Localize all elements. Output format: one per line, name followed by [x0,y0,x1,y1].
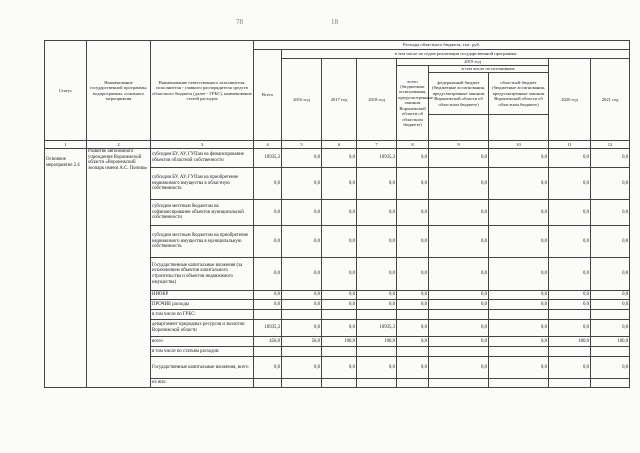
value-cell: 0,0 [429,357,489,379]
value-cell: 0,0 [357,357,397,379]
value-cell: 100,0 [549,337,591,347]
value-cell [591,379,630,388]
value-cell: 0,0 [282,300,322,310]
value-cell: 0,0 [549,200,591,226]
value-cell: 0,0 [322,300,357,310]
header-2021: 2021 год [591,59,630,141]
value-cell: 0,0 [489,168,549,200]
table-row [45,149,630,168]
value-cell: 0,0 [429,226,489,258]
value-cell: 0,0 [282,226,322,258]
value-cell: 0,0 [357,200,397,226]
row-label: всего [151,337,254,347]
header-by-source: в том числе по источникам: [429,66,549,73]
value-cell: 0,0 [429,300,489,310]
value-cell: 0,0 [591,357,630,379]
value-cell: 0,0 [397,168,429,200]
value-cell: 0,0 [591,149,630,168]
value-cell: 0,0 [357,226,397,258]
value-cell: 0,0 [489,149,549,168]
row-label: субсидии местным бюджетам на софинансирование объектов муниципальной собственности [151,200,254,226]
value-cell: 0,0 [254,200,282,226]
value-cell: 0,0 [254,300,282,310]
header-2018: 2018 год [357,59,397,141]
col-index: 7 [357,141,397,149]
value-cell [549,310,591,320]
value-cell: 100,0 [322,337,357,347]
value-cell: 450,0 [254,337,282,347]
value-cell: 0,0 [254,168,282,200]
value-cell: 0,0 [591,258,630,291]
value-cell [322,379,357,388]
value-cell: 0,0 [489,300,549,310]
value-cell: 0,0 [489,357,549,379]
value-cell [322,347,357,357]
value-cell: 0,0 [429,168,489,200]
header-status: Статус [45,41,87,141]
row-label: субсидии местным бюджетам на приобретение недвижимого имущества в муниципальную собственность [151,226,254,258]
col-index: 4 [254,141,282,149]
value-cell [282,347,322,357]
value-cell: 50,0 [282,337,322,347]
value-cell [591,310,630,320]
value-cell: 0,0 [397,300,429,310]
value-cell [549,379,591,388]
header-2020: 2020 год [549,59,591,141]
value-cell: 0,0 [429,149,489,168]
value-cell: 0,0 [282,200,322,226]
value-cell [489,347,549,357]
value-cell: 0,0 [397,320,429,337]
header-federal: федеральный бюджет (бюджетные ассигнования, предусмотренные законом Воронежской области об областном бюджете) [429,73,489,115]
value-cell: 0,0 [322,200,357,226]
value-cell: 0,0 [591,300,630,310]
value-cell: 100,0 [591,337,630,347]
value-cell: 0,0 [282,149,322,168]
value-cell: 0,0 [322,168,357,200]
value-cell: 0,0 [489,258,549,291]
header-budget-title: Расходы областного бюджета, тыс. руб. [254,41,630,50]
row-label: Государственные капитальные вложения, всего [151,357,254,379]
program-cell: Развитие автономного учреждения Воронежской области «Воронежский зоопарк имени А.С. Попова» [87,149,151,388]
value-cell [254,310,282,320]
value-cell [397,347,429,357]
value-cell: 0,0 [429,337,489,347]
value-cell: 0,0 [549,258,591,291]
row-label: из них: [151,379,254,388]
value-cell: 0,0 [357,168,397,200]
value-cell: 0,0 [322,149,357,168]
value-cell [429,379,489,388]
value-cell: 0,0 [282,168,322,200]
value-cell: 0,0 [549,149,591,168]
value-cell: 0,0 [591,291,630,300]
value-cell [489,310,549,320]
column-index-row [45,141,630,149]
value-cell: 0,0 [549,300,591,310]
col-index: 12 [591,141,630,149]
value-cell: 0,0 [549,226,591,258]
value-cell: 0,0 [254,357,282,379]
value-cell: 10935,3 [254,149,282,168]
row-label: департамент природных ресурсов и экологии Воронежской области [151,320,254,337]
value-cell: 0,0 [429,291,489,300]
value-cell: 0,0 [549,168,591,200]
value-cell: 0,0 [397,258,429,291]
header-2017: 2017 год [322,59,357,141]
value-cell: 0,0 [489,291,549,300]
row-label: в том числе по статьям расходов: [151,347,254,357]
value-cell [282,379,322,388]
col-index: 5 [282,141,322,149]
header-2019-total: всего (бюджетные ассигнования, предусмотренные законом Воронежской области об областном бюджете) [397,66,429,141]
row-label: Государственные капитальные вложения (за исключением объектов капитального строительства и объектов недвижимого имущества) [151,258,254,291]
value-cell [397,379,429,388]
value-cell: 0,0 [254,258,282,291]
value-cell: 10935,3 [357,320,397,337]
value-cell: 0,0 [282,291,322,300]
value-cell: 0,0 [357,291,397,300]
row-label: субсидии БУ, АУ, ГУПам на приобретение недвижимого имущества в областную собственность [151,168,254,200]
value-cell [254,379,282,388]
value-cell: 0,0 [429,258,489,291]
value-cell: 0,0 [429,200,489,226]
value-cell: 0,0 [322,226,357,258]
header-program-name: Наименование государственной программы, подпрограммы, основного мероприятия [87,41,151,141]
value-cell: 0,0 [357,258,397,291]
value-cell: 0,0 [254,291,282,300]
row-label: в том числе по ГРБС: [151,310,254,320]
value-cell: 0,0 [282,258,322,291]
value-cell [357,310,397,320]
value-cell: 0,0 [591,226,630,258]
value-cell [254,347,282,357]
value-cell: 0,0 [254,226,282,258]
value-cell: 0,0 [489,200,549,226]
col-index: 8 [397,141,429,149]
page-number-right: 18 [331,18,338,26]
value-cell: 0,0 [591,320,630,337]
row-label: ПРОЧИЕ расходы [151,300,254,310]
value-cell: 0,0 [397,357,429,379]
value-cell [282,310,322,320]
value-cell: 10935,3 [254,320,282,337]
value-cell [357,347,397,357]
value-cell: 0,0 [549,357,591,379]
value-cell: 0,0 [429,320,489,337]
budget-table [44,40,630,388]
row-label: субсидии БУ, АУ, ГУПам на финансирование объектов областной собственности [151,149,254,168]
value-cell: 0,0 [282,320,322,337]
value-cell: 0,0 [397,337,429,347]
value-cell [397,310,429,320]
value-cell: 100,0 [357,337,397,347]
value-cell: 0,0 [282,357,322,379]
header-regional: областной бюджет (бюджетные ассигнования, предусмотренные законом Воронежской области об областном бюджете) [489,73,549,115]
value-cell: 0,0 [591,168,630,200]
value-cell: 0,0 [489,320,549,337]
col-index: 2 [87,141,151,149]
header-executor-name: Наименование ответственного исполнителя, исполнителя - главного распорядителя средств областного бюджета (далее - ГРБС), наименование статей расходов [151,41,254,141]
col-index: 9 [429,141,489,149]
row-label: НИОКР [151,291,254,300]
value-cell: 10935,3 [357,149,397,168]
value-cell: 0,0 [322,258,357,291]
value-cell: 0,0 [397,200,429,226]
value-cell: 0,0 [549,320,591,337]
header-total: Всего [254,50,282,141]
value-cell [357,379,397,388]
page-number-left: 78 [236,18,243,26]
value-cell: 0,0 [397,291,429,300]
header-by-year: в том числе по годам реализации государственной программы [282,50,630,59]
value-cell [549,347,591,357]
col-index: 1 [45,141,87,149]
col-index: 3 [151,141,254,149]
value-cell [429,347,489,357]
col-index: 10 [489,141,549,149]
value-cell: 0,0 [489,226,549,258]
value-cell [489,379,549,388]
col-index: 6 [322,141,357,149]
value-cell: 0,0 [489,337,549,347]
header-2019: 2019 год [397,59,549,66]
col-index: 11 [549,141,591,149]
value-cell [322,310,357,320]
header-2016: 2016 год [282,59,322,141]
value-cell: 0,0 [322,357,357,379]
value-cell: 0,0 [357,300,397,310]
value-cell: 0,0 [397,149,429,168]
status-cell: Основное мероприятие 2.4 [45,149,87,388]
value-cell [429,310,489,320]
value-cell [591,347,630,357]
value-cell: 0,0 [397,226,429,258]
value-cell: 0,0 [322,320,357,337]
value-cell: 0,0 [322,291,357,300]
value-cell: 0,0 [549,291,591,300]
value-cell: 0,0 [591,200,630,226]
